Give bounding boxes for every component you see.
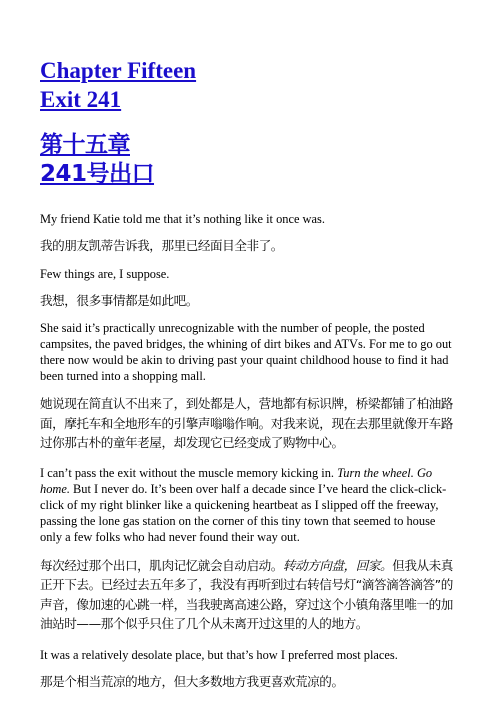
paragraph-en-3: She said it’s practically unrecognizable with the number of people, the posted campsites, the paved bridges, the whining of dirt bikes and ATVs. For me to go out there now would be akin to driving past your quaint childhood house to find it had been turned into a shopping mall. bbox=[40, 321, 452, 383]
paragraph-zh-4 bbox=[40, 556, 460, 634]
paragraph-en-5: It was a relatively desolate place, but that’s how I preferred most places. bbox=[40, 647, 398, 662]
paragraph-zh-1: 我的朋友凯蒂告诉我，那里已经面目全非了。 bbox=[40, 238, 283, 253]
paragraph-zh-3: 她说现在简直认不出来了，到处都是人，营地都有标识牌，桥梁都铺了柏油路面，摩托车和全地形车的引擎声嗡嗡作响。对我来说，现在去那里就像开车路过你那古朴的童年老屋，却发现它已经变成了购物中心。 bbox=[40, 396, 453, 450]
chapter-title-zh-line1[interactable]: 第十五章 bbox=[40, 132, 130, 158]
paragraph-en-4-italic: Turn the wheel. Go home. bbox=[40, 465, 433, 496]
paragraph-en-4-part-b: But I never do. It’s been over half a decade since I’ve heard the click-click-click of my right blinker like a quickening heartbeat as I slipped off the freeway, passing the lone gas station on the corner of this tiny town that seemed to house only a few folks who had never found their way out. bbox=[40, 481, 447, 544]
paragraph-en-4 bbox=[40, 465, 460, 545]
paragraph-zh-5: 那是个相当荒凉的地方，但大多数地方我更喜欢荒凉的。 bbox=[40, 673, 344, 689]
paragraph-zh-4-part-b: 但我从未真正开下去。已经过去五年多了，我没有再听到过右转信号灯“滴答滴答滴答”的声音，像加速的心跳一样，当我驶离高速公路，穿过这个小镇角落里唯一的加油站时——那个似乎只住了几个从未离开过这里的人的地方。 bbox=[40, 557, 453, 631]
chapter-title-en-line1[interactable]: Chapter Fifteen bbox=[40, 58, 197, 83]
chapter-title-en[interactable] bbox=[40, 56, 460, 114]
chapter-title-zh-line2[interactable]: 241号出口 bbox=[40, 161, 155, 187]
paragraph-zh-4-part-a: 每次经过那个出口，肌肉记忆就会自动启动。 bbox=[40, 557, 283, 573]
paragraph-en-4-part-a: I can’t pass the exit without the muscle memory kicking in. bbox=[40, 465, 338, 480]
chapter-title-en-line2[interactable]: Exit 241 bbox=[40, 87, 122, 112]
paragraph-en-2: Few things are, I suppose. bbox=[40, 266, 170, 281]
chapter-title-zh[interactable] bbox=[40, 131, 460, 189]
paragraph-zh-2: 我想，很多事情都是如此吧。 bbox=[40, 292, 198, 308]
paragraph-zh-4-italic: 转动方向盘，回家。 bbox=[282, 557, 393, 573]
paragraph-en-1: My friend Katie told me that it’s nothing like it once was. bbox=[40, 212, 325, 226]
